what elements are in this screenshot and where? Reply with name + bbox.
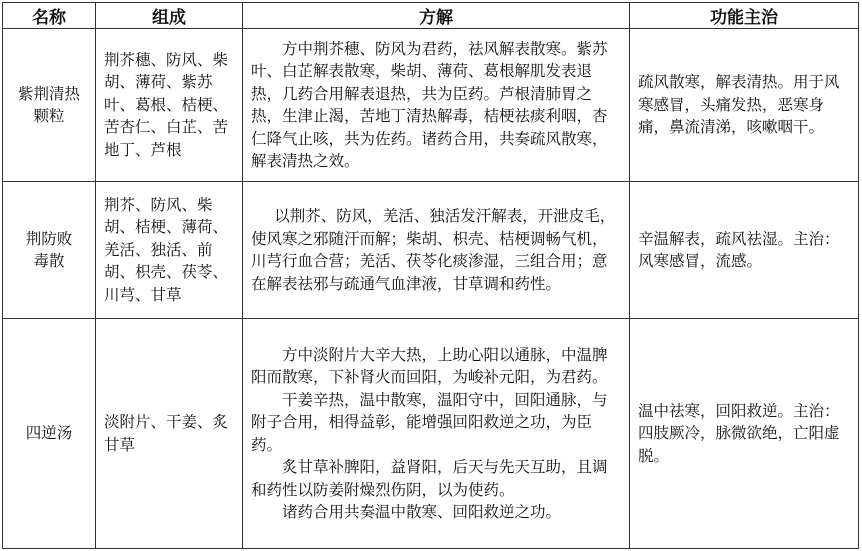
composition-text: 荆芥穗、防风、柴胡、薄荷、紫苏叶、葛根、桔梗、苦杏仁、白芷、苦地丁、芦根 bbox=[104, 50, 229, 159]
explanation-cell bbox=[243, 29, 630, 182]
formula-name bbox=[3, 319, 96, 549]
explanation-cell bbox=[243, 319, 630, 549]
table-row bbox=[3, 29, 859, 182]
header-name: 名称 bbox=[3, 3, 96, 29]
table-row bbox=[3, 319, 859, 549]
header-effect: 功能主治 bbox=[630, 3, 859, 29]
effect-cell bbox=[630, 319, 859, 549]
formula-table bbox=[2, 2, 859, 549]
effect-cell bbox=[630, 182, 859, 319]
effect-cell bbox=[630, 29, 859, 182]
effect-text: 疏风散寒，解表清热。用于风寒感冒，头痛发热，恶寒身痛，鼻流清涕，咳嗽咽干。 bbox=[638, 73, 840, 137]
formula-name-text: 四逆汤 bbox=[25, 424, 73, 443]
formula-name bbox=[3, 29, 96, 182]
composition-text: 淡附片、干姜、炙甘草 bbox=[104, 413, 229, 454]
composition-cell bbox=[96, 182, 243, 319]
header-explanation: 方解 bbox=[243, 3, 630, 29]
composition-cell bbox=[96, 319, 243, 549]
effect-text: 辛温解表，疏风祛湿。主治：风寒感冒，流感。 bbox=[638, 229, 840, 270]
composition-cell bbox=[96, 29, 243, 182]
header-row bbox=[3, 3, 859, 29]
explanation-paragraph: 方中荆芥穗、防风为君药，祛风解表散寒。紫苏叶、白芷解表散寒，柴胡、薄荷、葛根解肌发表退热，几药合用解表退热，共为臣药。芦根清肺胃之热，生津止渴，苦地丁清热解毒，桔梗祛痰利咽，杏仁降气止咳，共为佐药。诸药合用，共奏疏风散寒，解表清热之效。 bbox=[251, 39, 608, 170]
explanation-paragraph: 炙甘草补脾阳，益肾阳，后天与先天互助，且调和药性以防姜附燥烈伤阴，以为使药。 bbox=[251, 458, 608, 499]
formula-name bbox=[3, 182, 96, 319]
effect-text: 温中祛寒，回阳救逆。主治：四肢厥冷，脉微欲绝，亡阳虚脱。 bbox=[638, 401, 840, 465]
explanation-paragraph: 方中淡附片大辛大热，上助心阳以通脉，中温脾阳而散寒，下补肾火而回阳，为峻补元阳，为君药。 bbox=[251, 345, 608, 386]
explanation-paragraph: 诸药合用共奏温中散寒、回阳救逆之功。 bbox=[282, 503, 562, 521]
header-composition: 组成 bbox=[96, 3, 243, 29]
explanation-cell bbox=[243, 182, 630, 319]
explanation-paragraph: 干姜辛热，温中散寒，温阳守中，回阳通脉，与附子合用，相得益彰，能增强回阳救逆之功，为臣药。 bbox=[251, 390, 608, 454]
composition-text: 荆芥、防风、柴胡、桔梗、薄荷、羌活、独活、前胡、枳壳、茯苓、川芎、甘草 bbox=[104, 195, 229, 304]
formula-name-text: 荆防败毒散 bbox=[25, 229, 73, 270]
formula-name-text: 紫荆清热颗粒 bbox=[18, 84, 81, 125]
explanation-paragraph: 以荆芥、防风，羌活、独活发汗解表，开泄皮毛，使风寒之邪随汗而解；柴胡、枳壳、桔梗调畅气机，川芎行血合营；羌活、茯苓化痰渗湿，三组合用；意在解表祛邪与疏通气血津液，甘草调和药性。 bbox=[251, 207, 616, 293]
table-row bbox=[3, 182, 859, 319]
